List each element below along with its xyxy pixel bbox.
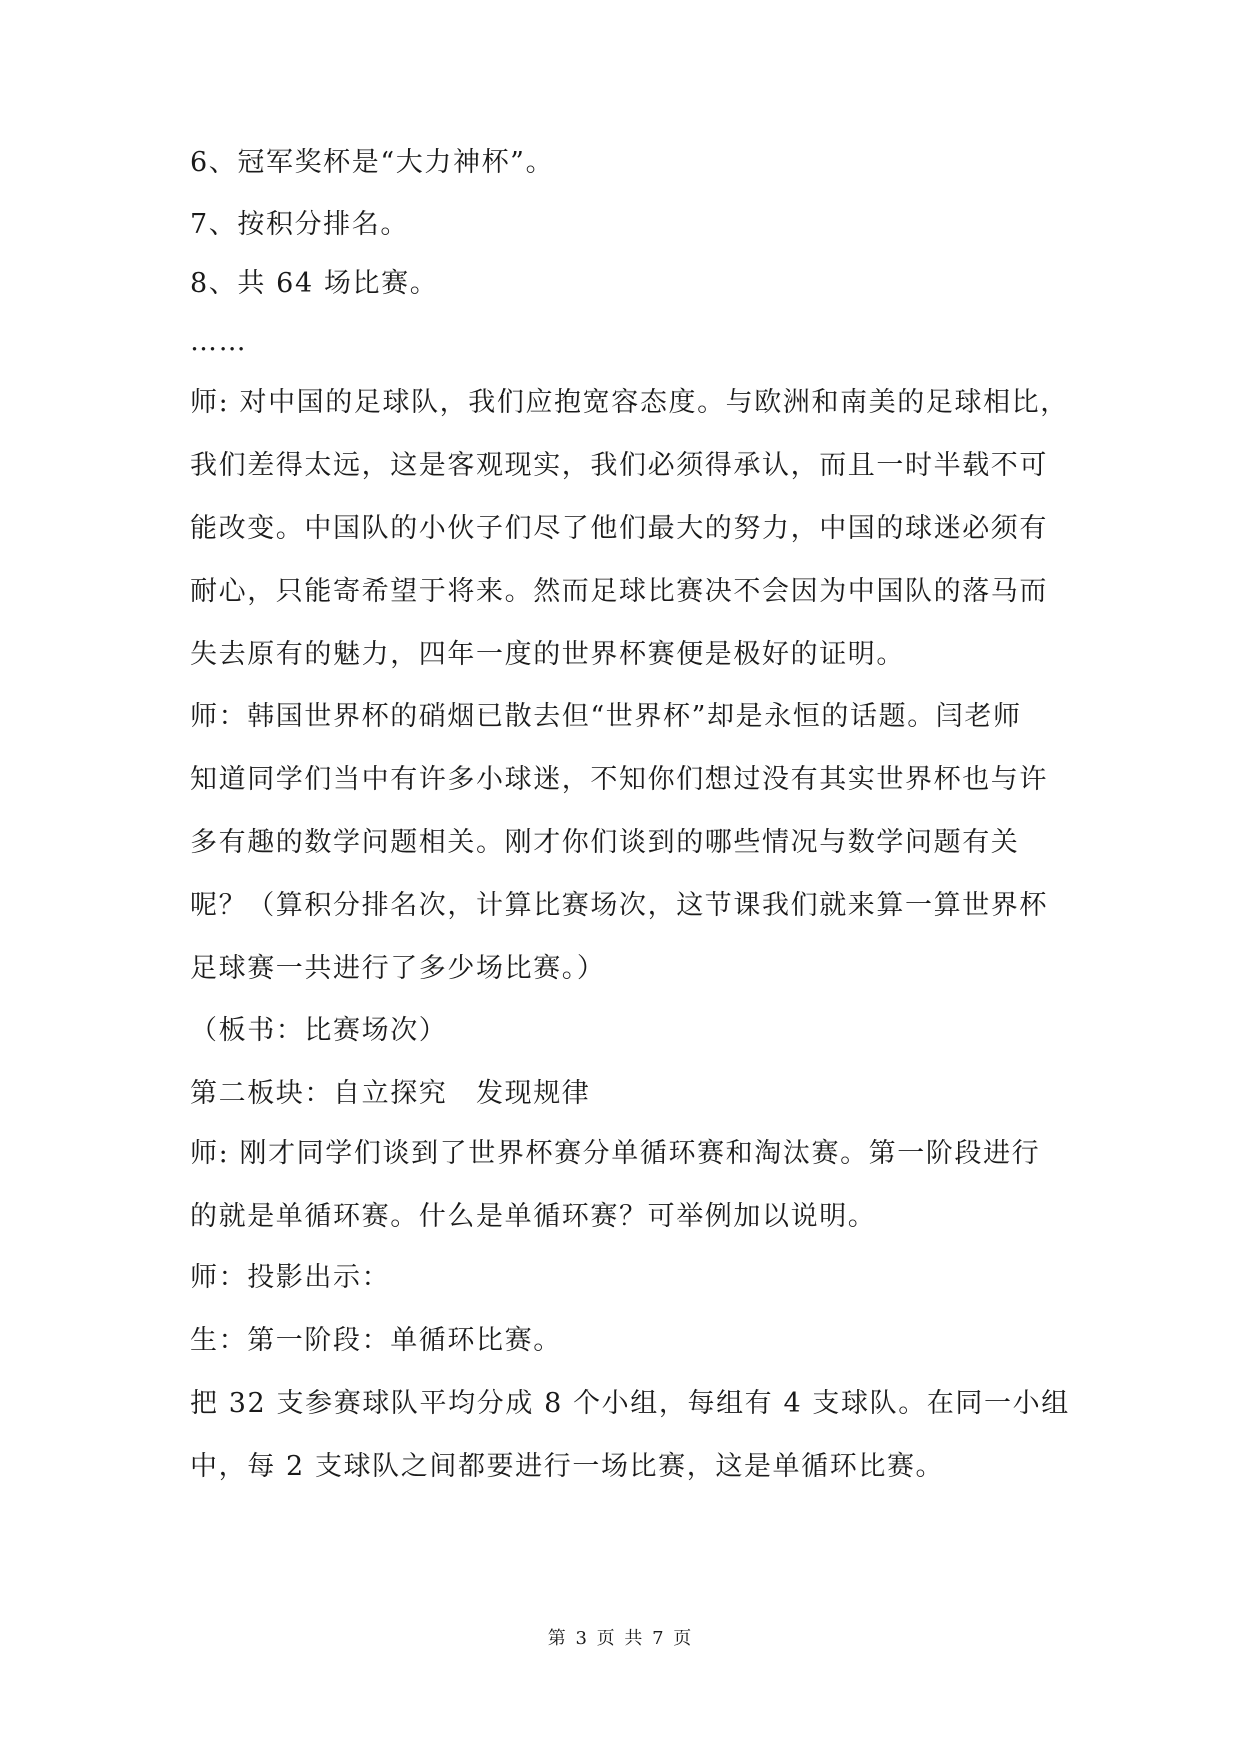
text-line: 把 32 支参赛球队平均分成 8 个小组，每组有 4 支球队。在同一小组 — [190, 1388, 1070, 1419]
section-heading: 第二板块：自立探究 发现规律 — [190, 1078, 591, 1109]
text-line: 生：第一阶段：单循环比赛。 — [190, 1325, 562, 1356]
text-line: 师：韩国世界杯的硝烟已散去但“世界杯”却是永恒的话题。闫老师 — [190, 701, 1022, 732]
page-footer — [0, 1624, 1241, 1650]
text-line: 师: 刚才同学们谈到了世界杯赛分单循环赛和淘汰赛。第一阶段进行 — [190, 1138, 1041, 1169]
text-line: 失去原有的魅力，四年一度的世界杯赛便是极好的证明。 — [190, 639, 905, 670]
text-line: 6、冠军奖杯是“大力神杯”。 — [190, 147, 555, 178]
text-line: 师: 对中国的足球队，我们应抱宽容态度。与欧洲和南美的足球相比， — [190, 387, 1069, 418]
text-line: 呢？（算积分排名次，计算比赛场次，这节课我们就来算一算世界杯 — [190, 890, 1048, 921]
page-number-label: 第 3 页 共 7 页 — [547, 1628, 694, 1649]
text-line: 师：投影出示： — [190, 1262, 391, 1293]
text-line: 耐心，只能寄希望于将来。然而足球比赛决不会因为中国队的落马而 — [190, 576, 1048, 607]
text-line: …… — [190, 326, 248, 357]
text-line: 多有趣的数学问题相关。刚才你们谈到的哪些情况与数学问题有关 — [190, 827, 1020, 858]
text-line: （板书：比赛场次） — [190, 1015, 448, 1046]
text-line: 中，每 2 支球队之间都要进行一场比赛，这是单循环比赛。 — [190, 1451, 945, 1482]
text-line: 足球赛一共进行了多少场比赛。） — [190, 953, 606, 984]
text-line: 能改变。中国队的小伙子们尽了他们最大的努力，中国的球迷必须有 — [190, 513, 1048, 544]
text-line: 我们差得太远，这是客观现实，我们必须得承认，而且一时半载不可 — [190, 450, 1048, 481]
text-line: 8、共 64 场比赛。 — [190, 268, 439, 299]
text-line: 的就是单循环赛。什么是单循环赛？可举例加以说明。 — [190, 1201, 877, 1232]
text-line: 知道同学们当中有许多小球迷，不知你们想过没有其实世界杯也与许 — [190, 764, 1048, 795]
text-line: 7、按积分排名。 — [190, 209, 409, 240]
